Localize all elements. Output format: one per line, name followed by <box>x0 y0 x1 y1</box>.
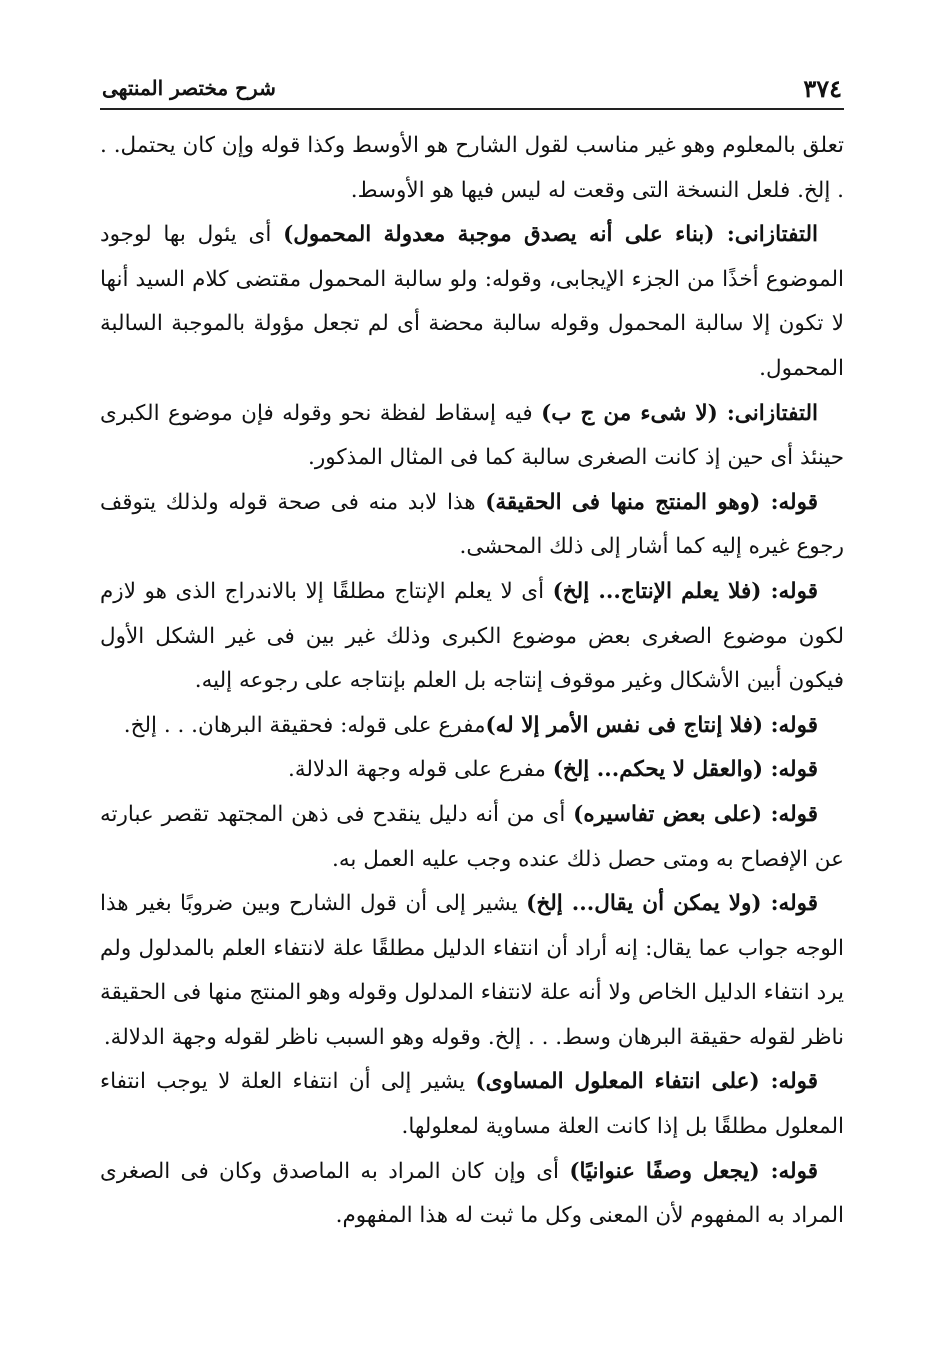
paragraph <box>100 124 844 213</box>
paragraph-lead: قوله: <box>760 489 818 515</box>
quoted-phrase: (على بعض تفاسيره) <box>573 801 763 827</box>
paragraph-text: أى من أنه دليل ينقدح فى ذهن المجتهد تقصر عبارته عن الإفصاح به ومتى حصل ذلك عنده وجب عليه العمل به. <box>100 801 844 872</box>
paragraph-text: أى وإن كان المراد به الماصدق وكان فى الصغرى المراد به المفهوم لأن المعنى وكل ما ثبت له هذا المفهوم. <box>100 1158 844 1229</box>
running-title: شرح مختصر المنتهى <box>102 76 276 100</box>
quoted-phrase: (ولا يمكن أن يقال... إلخ) <box>526 891 762 917</box>
quoted-phrase: (بناء على أنه يصدق موجبة معدولة المحمول) <box>283 222 715 248</box>
quoted-phrase: (لا شىء من ج ب) <box>541 400 718 426</box>
paragraph-lead: قوله: <box>763 712 818 738</box>
paragraph-lead: قوله: <box>763 757 818 783</box>
paragraph-text: يشير إلى أن قول الشارح وبين ضروبًا بغير هذا الوجه جواب عما يقال: إنه أراد أن انتفاء الدليل مطلقًا علة لانتفاء العلم بالمدلول ولم يرد انتفاء الدليل الخاص ولا أنه علة لانتفاء المدلول وقوله وهو المنتج منها فى الحقيقة ناظر لقوله حقيقة البرهان وسط. . . إلخ. وقوله وهو السبب ناظر لقوله وجهة الدلالة. <box>100 891 844 1050</box>
paragraph-lead: قوله: <box>759 1158 818 1184</box>
paragraph <box>100 392 844 481</box>
paragraph <box>100 748 844 793</box>
paragraph-text: يشير إلى أن انتفاء العلة لا يوجب انتفاء المعلول مطلقًا بل إذا كانت العلة مساوية لمعلولها. <box>100 1069 844 1140</box>
paragraph-text: أى لا يعلم الإنتاج مطلقًا إلا بالاندراج الذى هو لازم لكون موضوع الصغرى بعض موضوع الكبرى وذلك غير بين فى غير الشكل الأول فيكون أبين الأشكال وغير موقوف إنتاجه بل العلم بإنتاجه على رجوعه إليه. <box>100 578 844 694</box>
paragraph-lead: قوله: <box>761 578 818 604</box>
paragraph-lead: قوله: <box>759 1069 819 1095</box>
paragraph-text: فيه إسقاط لفظة نحو وقوله فإن موضوع الكبرى حينئذ أى حين إذ كانت الصغرى سالبة كما فى المثال المذكور. <box>100 400 844 471</box>
paragraph <box>100 1060 844 1149</box>
paragraph <box>100 570 844 704</box>
paragraph-text: مفرع على قوله وجهة الدلالة. <box>288 757 553 783</box>
quoted-phrase: (فلا يعلم الإنتاج... إلخ) <box>552 578 762 604</box>
paragraph-lead: قوله: <box>761 891 819 917</box>
paragraph <box>100 1150 844 1239</box>
paragraph-text: تعلق بالمعلوم وهو غير مناسب لقول الشارح هو الأوسط وكذا قوله وإن كان يحتمل. . . إلخ. فلعل النسخة التى وقعت له ليس فيها هو الأوسط. <box>100 133 844 203</box>
paragraph-text: مفرع على قوله: فحقيقة البرهان. . . إلخ. <box>123 712 486 738</box>
quoted-phrase: (وهو المنتج منها فى الحقيقة) <box>485 489 761 515</box>
quoted-phrase: (فلا إنتاج فى نفس الأمر إلا له) <box>485 712 764 738</box>
paragraph-lead: التفتازانى: <box>717 400 818 426</box>
paragraph <box>100 793 844 882</box>
paragraph <box>100 882 844 1060</box>
paragraph-text: هذا لابد منه فى صحة قوله ولذلك يتوقف رجوع غيره إليه كما أشار إلى ذلك المحشى. <box>100 489 844 560</box>
page-body <box>100 124 844 1239</box>
page-header <box>100 72 844 110</box>
paragraph-lead: التفتازانى: <box>714 222 818 248</box>
quoted-phrase: (والعقل لا يحكم... إلخ) <box>552 757 764 783</box>
paragraph-lead: قوله: <box>762 801 819 827</box>
paragraph <box>100 481 844 570</box>
paragraph <box>100 213 844 391</box>
page-number: ٣٧٤ <box>803 74 842 103</box>
quoted-phrase: (على انتفاء المعلول المساوى) <box>475 1069 760 1095</box>
paragraph-text: أى يئول بها لوجود الموضوع أخذًا من الجزء الإيجابى، وقوله: ولو سالبة المحمول مقتضى كلام السيد أنها لا تكون إلا سالبة المحمول وقوله سالبة محضة أى لم تجعل مؤولة بالموجبة السالبة المحمول. <box>100 222 844 381</box>
paragraph <box>100 704 844 749</box>
quoted-phrase: (يجعل وصفًا عنوانيًا) <box>569 1158 760 1184</box>
